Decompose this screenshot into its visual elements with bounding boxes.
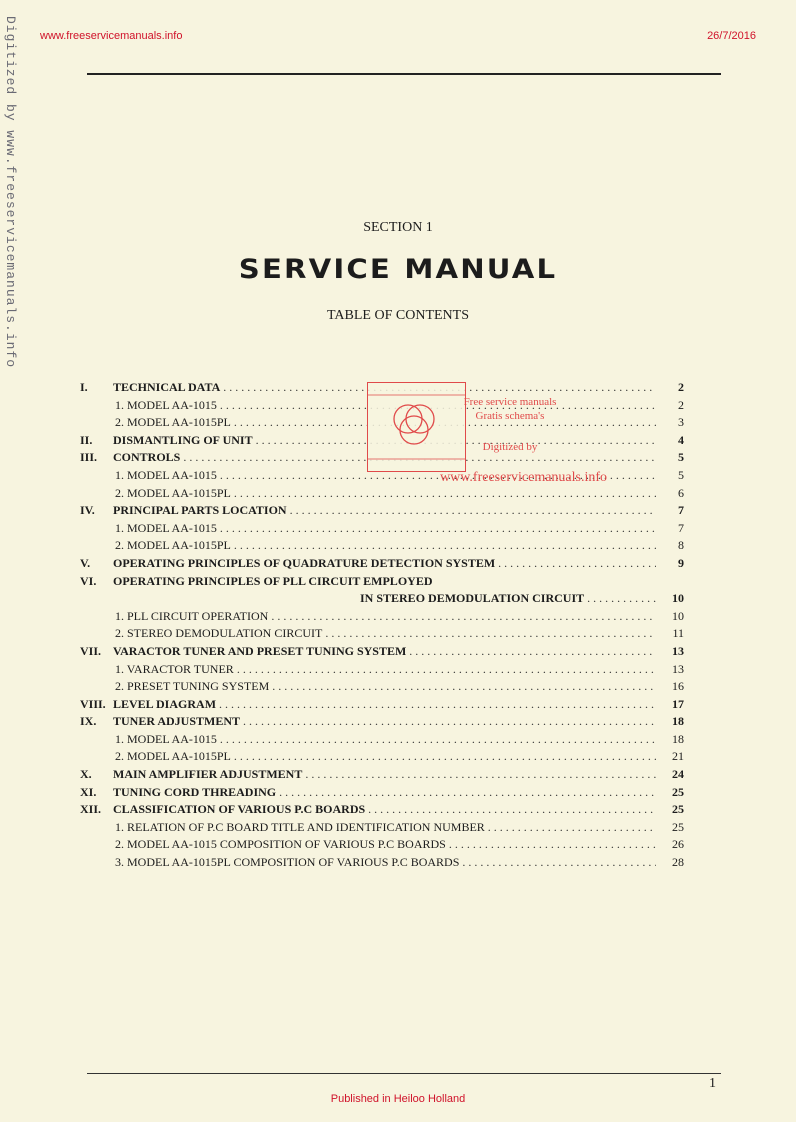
toc-entry-label: 2. MODEL AA-1015 COMPOSITION OF VARIOUS P.C BOARDS bbox=[115, 837, 446, 852]
watermark-url[interactable]: www.freeservicemanuals.info bbox=[440, 470, 608, 485]
toc-entry-label: 2. PRESET TUNING SYSTEM bbox=[115, 679, 270, 694]
toc-entry-label: 1. PLL CIRCUIT OPERATION bbox=[115, 608, 269, 623]
header-url[interactable]: www.freeservicemanuals.info bbox=[40, 30, 183, 42]
toc-page-number: 7 bbox=[678, 503, 684, 518]
toc-number: VIII. bbox=[80, 696, 106, 711]
toc-leader-dots bbox=[243, 713, 656, 731]
toc-entry-label: 3. MODEL AA-1015PL COMPOSITION OF VARIOUS P.C BOARDS bbox=[115, 855, 460, 870]
toc-leader-dots bbox=[488, 819, 656, 837]
toc-leader-dots bbox=[219, 696, 656, 714]
toc-number: VII. bbox=[80, 643, 102, 658]
toc-page-number: 16 bbox=[672, 679, 684, 694]
toc-row bbox=[80, 590, 684, 608]
footer-publisher: Published in Heiloo Holland bbox=[330, 1093, 466, 1105]
toc-leader-dots bbox=[449, 836, 656, 854]
toc-page-number: 17 bbox=[672, 696, 684, 711]
toc-number: X. bbox=[80, 767, 92, 782]
toc-row bbox=[80, 696, 684, 714]
toc-entry-label: 2. MODEL AA-1015PL bbox=[115, 749, 231, 764]
toc-row bbox=[80, 661, 684, 679]
toc-leader-dots bbox=[220, 520, 656, 538]
toc-page-number: 18 bbox=[672, 731, 684, 746]
toc-row bbox=[80, 678, 684, 696]
toc-entry-label: TECHNICAL DATA bbox=[113, 380, 221, 394]
toc-leader-dots bbox=[271, 608, 656, 626]
toc-number: XI. bbox=[80, 784, 97, 799]
toc-entry-label: 1. MODEL AA-1015 bbox=[115, 467, 217, 482]
toc-page-number: 5 bbox=[678, 450, 684, 465]
toc-number: VI. bbox=[80, 573, 97, 588]
toc-page-number: 10 bbox=[672, 608, 684, 623]
toc-row bbox=[80, 854, 684, 872]
toc-page-number: 28 bbox=[672, 855, 684, 870]
toc-row bbox=[80, 784, 684, 802]
toc-leader-dots bbox=[305, 766, 656, 784]
toc-leader-dots bbox=[237, 661, 656, 679]
toc-row bbox=[80, 731, 684, 749]
toc-page-number: 24 bbox=[672, 767, 684, 782]
toc-row bbox=[80, 573, 684, 591]
toc-leader-dots bbox=[462, 854, 656, 872]
toc-entry-label: CLASSIFICATION OF VARIOUS P.C BOARDS bbox=[113, 802, 366, 817]
toc-page-number: 25 bbox=[672, 784, 684, 799]
bleed-through bbox=[468, 38, 477, 61]
toc-row bbox=[80, 537, 684, 555]
toc-entry-label: 2. MODEL AA-1015PL bbox=[115, 485, 231, 500]
top-rule bbox=[87, 73, 721, 75]
toc-entry-label: OPERATING PRINCIPLES OF PLL CIRCUIT EMPLOYED bbox=[113, 573, 433, 588]
toc-leader-dots bbox=[587, 590, 656, 608]
toc-entry-label: 1. MODEL AA-1015 bbox=[115, 397, 217, 412]
bottom-rule bbox=[87, 1073, 721, 1074]
toc-page-number: 25 bbox=[672, 802, 684, 817]
toc-page-number: 5 bbox=[678, 467, 684, 482]
toc-entry-label: IN STEREO DEMODULATION CIRCUIT bbox=[360, 591, 585, 606]
toc-row bbox=[80, 520, 684, 538]
toc-number: IX. bbox=[80, 714, 97, 729]
toc-row bbox=[80, 801, 684, 819]
toc-row bbox=[80, 502, 684, 520]
toc-row bbox=[80, 836, 684, 854]
toc-leader-dots bbox=[325, 625, 656, 643]
toc-row bbox=[80, 713, 684, 731]
toc-page-number: 3 bbox=[678, 415, 684, 430]
toc-leader-dots bbox=[234, 485, 656, 503]
toc-page-number: 10 bbox=[672, 591, 684, 606]
toc-page-number: 25 bbox=[672, 819, 684, 834]
toc-entry-label: PRINCIPAL PARTS LOCATION bbox=[113, 503, 287, 518]
stamp-line-1: Free service manuals bbox=[463, 396, 557, 408]
digitizer-stamp bbox=[367, 382, 466, 472]
toc-row bbox=[80, 766, 684, 784]
toc-row bbox=[80, 625, 684, 643]
toc-page-number: 6 bbox=[678, 485, 684, 500]
page-number: 1 bbox=[709, 1076, 716, 1091]
toc-row bbox=[80, 608, 684, 626]
toc-row bbox=[80, 643, 684, 661]
toc-leader-dots bbox=[234, 537, 656, 555]
toc-number: III. bbox=[80, 450, 98, 465]
toc-leader-dots bbox=[409, 643, 656, 661]
toc-row bbox=[80, 555, 684, 573]
section-label: SECTION 1 bbox=[363, 220, 433, 235]
toc-entry-label: OPERATING PRINCIPLES OF QUADRATURE DETECTION SYSTEM bbox=[113, 555, 496, 570]
toc-leader-dots bbox=[498, 555, 656, 573]
toc-row bbox=[80, 819, 684, 837]
toc-number: XII. bbox=[80, 802, 102, 817]
side-watermark: Digitized by www.freeservicemanuals.info bbox=[3, 16, 18, 369]
toc-entry-label: CONTROLS bbox=[113, 450, 181, 465]
toc-leader-dots bbox=[272, 678, 656, 696]
header-date: 26/7/2016 bbox=[707, 30, 756, 42]
toc-page-number: 11 bbox=[672, 626, 684, 641]
stamp-line-2: Gratis schema's bbox=[475, 410, 545, 422]
toc-entry-label: 2. MODEL AA-1015PL bbox=[115, 415, 231, 430]
toc-leader-dots bbox=[234, 748, 656, 766]
toc-page-number: 8 bbox=[678, 538, 684, 553]
toc-page-number: 7 bbox=[678, 520, 684, 535]
toc-page-number: 13 bbox=[672, 643, 684, 658]
toc-number: IV. bbox=[80, 503, 95, 518]
toc-page-number: 9 bbox=[678, 555, 684, 570]
toc-entry-label: TUNER ADJUSTMENT bbox=[113, 714, 241, 729]
toc-number: II. bbox=[80, 432, 93, 447]
toc-entry-label: 1. MODEL AA-1015 bbox=[115, 731, 217, 746]
toc-heading: TABLE OF CONTENTS bbox=[327, 308, 469, 323]
toc-entry-label: 2. MODEL AA-1015PL bbox=[115, 538, 231, 553]
toc-entry-label: VARACTOR TUNER AND PRESET TUNING SYSTEM bbox=[113, 643, 407, 658]
stamp-logo-icon bbox=[368, 383, 465, 471]
toc-entry-label: TUNING CORD THREADING bbox=[113, 784, 277, 799]
page-title: SERVICE MANUAL bbox=[238, 254, 558, 285]
toc-page-number: 18 bbox=[672, 714, 684, 729]
toc-page-number: 4 bbox=[678, 432, 684, 447]
toc-leader-dots bbox=[368, 801, 656, 819]
toc-entry-label: LEVEL DIAGRAM bbox=[113, 696, 217, 711]
toc-entry-label: 1. MODEL AA-1015 bbox=[115, 520, 217, 535]
toc-page-number: 2 bbox=[678, 397, 684, 412]
toc-entry-label: 1. RELATION OF P.C BOARD TITLE AND IDENTIFICATION NUMBER bbox=[115, 819, 485, 834]
toc-leader-dots bbox=[279, 784, 656, 802]
toc-page-number: 2 bbox=[678, 380, 684, 394]
toc-row bbox=[80, 748, 684, 766]
toc-entry-label: DISMANTLING OF UNIT bbox=[113, 432, 253, 447]
stamp-line-3: Digitized by bbox=[482, 441, 538, 453]
toc-leader-dots bbox=[290, 502, 656, 520]
toc-leader-dots bbox=[220, 731, 656, 749]
toc-number: I. bbox=[80, 380, 88, 394]
toc-page-number: 21 bbox=[672, 749, 684, 764]
toc-number: V. bbox=[80, 555, 91, 570]
toc-entry-label: 2. STEREO DEMODULATION CIRCUIT bbox=[115, 626, 323, 641]
toc-row bbox=[80, 485, 684, 503]
toc-page-number: 13 bbox=[672, 661, 684, 676]
toc-entry-label: MAIN AMPLIFIER ADJUSTMENT bbox=[113, 767, 303, 782]
toc-page-number: 26 bbox=[672, 837, 684, 852]
toc-entry-label: 1. VARACTOR TUNER bbox=[115, 661, 234, 676]
